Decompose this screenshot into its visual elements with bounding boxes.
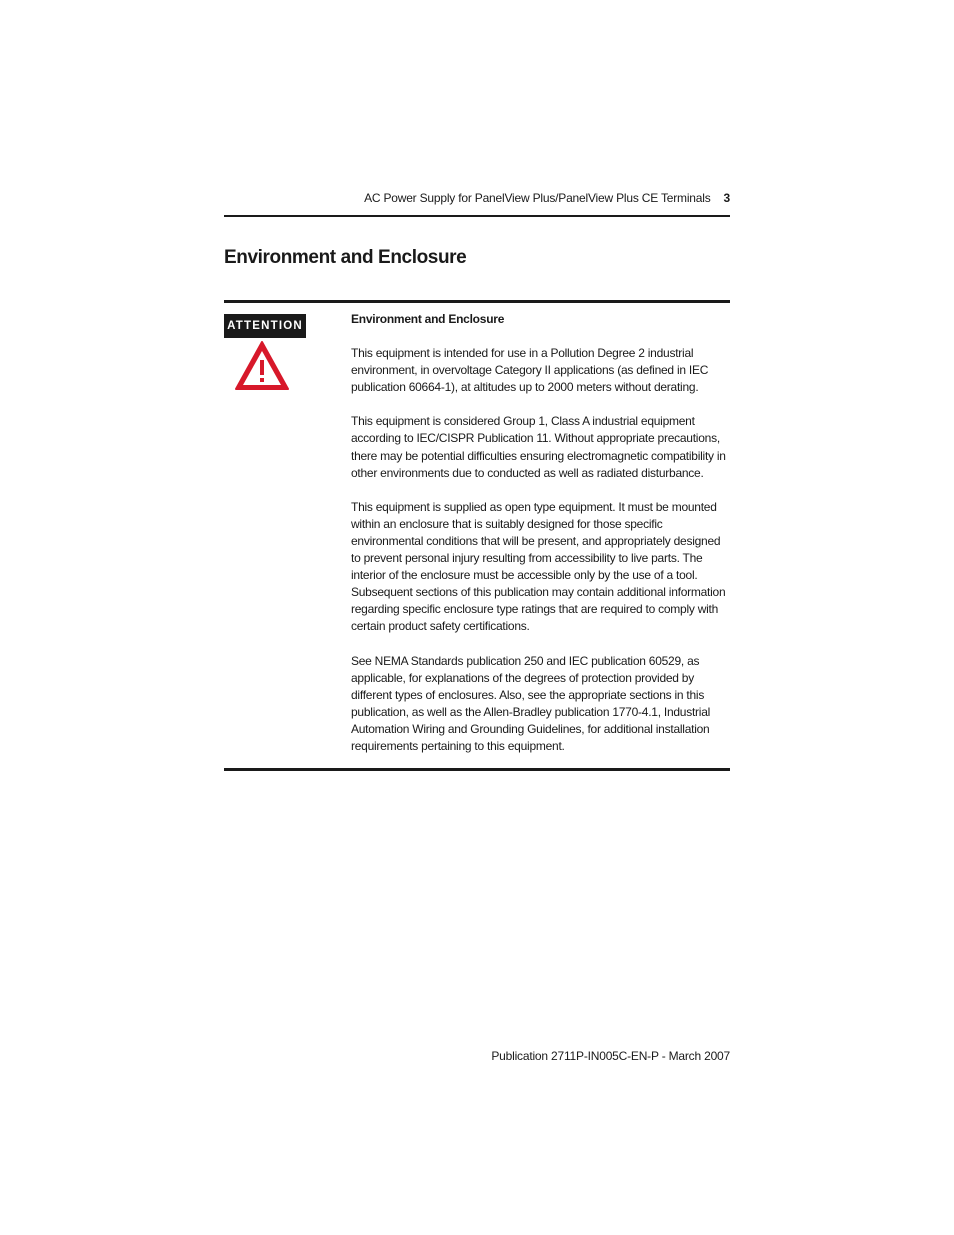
exclamation-bar: [260, 360, 264, 375]
attention-box-top-rule: [224, 300, 730, 303]
section-title: Environment and Enclosure: [224, 247, 467, 268]
publication-footer: Publication 2711P-IN005C-EN-P - March 2007: [491, 1049, 730, 1063]
notice-paragraph-enclosure: This equipment is supplied as open type equipment. It must be mounted within an enclosure that is suitably designed for those specific environmental conditions that will be present, and appropriately designed to prevent personal injury resulting from accessibility to live parts. The interior of the enclosure must be accessible only by the use of a tool. Subsequent sections of this publication may contain additional information regarding specific enclosure type ratings that are required to comply with certain product safety certifications.: [351, 499, 726, 634]
running-header: [224, 191, 730, 209]
warning-triangle-icon: [234, 340, 290, 391]
notice-paragraph-emc: This equipment is considered Group 1, Class A industrial equipment according to IEC/CISPR Publication 11. Without appropriate precautions, there may be potential difficulties ensuring electromagnetic compatibility in other environments due to conducted as well as radiated disturbance.: [351, 414, 726, 480]
attention-box-bottom-rule: [224, 768, 730, 771]
exclamation-dot: [260, 378, 264, 382]
header-divider: [224, 215, 730, 217]
running-title: AC Power Supply for PanelView Plus/PanelView Plus CE Terminals: [364, 191, 711, 205]
notice-paragraph-pollution: This equipment is intended for use in a Pollution Degree 2 industrial environment, in overvoltage Category II applications (as defined in IEC publication 60664-1), at altitudes up to 2000 meters without derating.: [351, 346, 709, 395]
attention-badge: ATTENTION: [224, 314, 306, 338]
page-number: 3: [723, 191, 730, 205]
attention-notice-body: [351, 311, 731, 755]
notice-title: Environment and Enclosure: [351, 312, 505, 326]
notice-paragraph-standards: See NEMA Standards publication 250 and IEC publication 60529, as applicable, for explanations of the degrees of protection provided by different types of enclosures. Also, see the appropriate sections in this publication, as well as the Allen-Bradley publication 1770-4.1, Industrial Automation Wiring and Grounding Guidelines, for additional installation requirements pertaining to this equipment.: [351, 653, 711, 753]
